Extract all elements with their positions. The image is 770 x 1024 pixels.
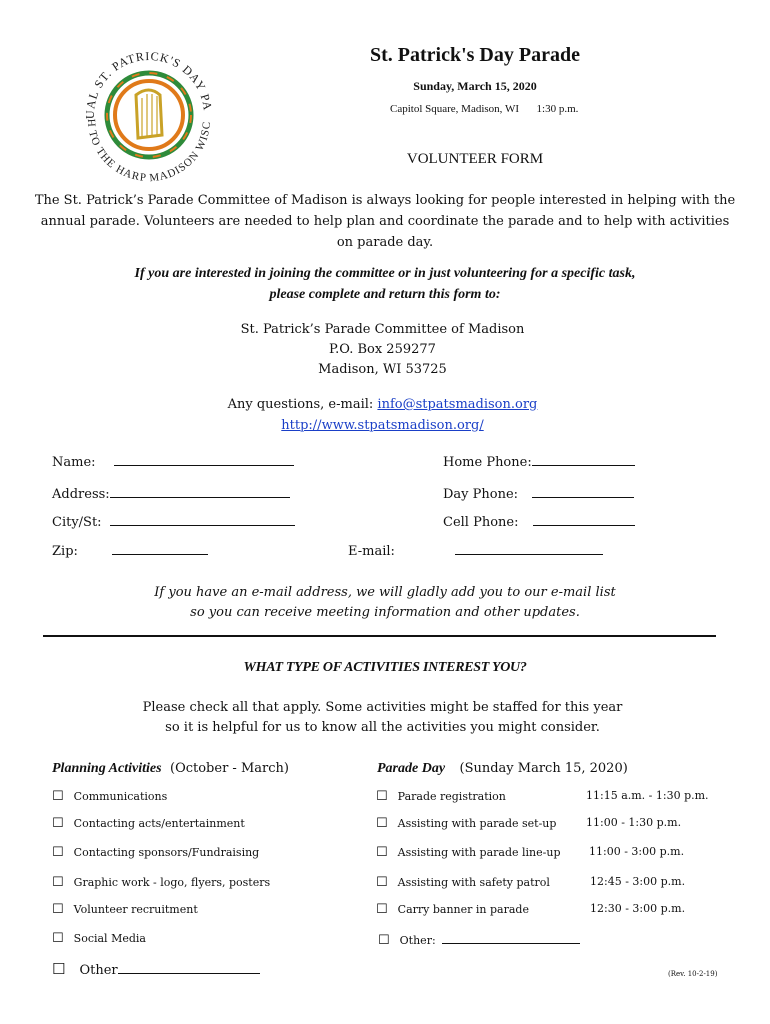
city-state-field[interactable] [52, 513, 295, 530]
address-field[interactable] [52, 485, 290, 502]
instruction-line: If you are interested in joining the committee or in just volunteering for a specific task, [134, 266, 636, 281]
option-time: 11:00 - 1:30 p.m. [586, 816, 682, 829]
parade-other-line[interactable] [442, 931, 580, 944]
event-title: St. Patrick's Day Parade [370, 44, 580, 66]
planning-option[interactable] [52, 902, 198, 917]
intro-line: annual parade. Volunteers are needed to help plan and coordinate the parade and to help with activities [40, 214, 730, 229]
day-phone-field[interactable] [443, 485, 634, 502]
planning-period: (October - March) [170, 761, 289, 776]
option-time: 11:15 a.m. - 1:30 p.m. [586, 789, 709, 802]
address-line: P.O. Box 259277 [329, 342, 436, 357]
event-time: 1:30 p.m. [536, 103, 579, 115]
email-note-line: If you have an e-mail address, we will gladly add you to our e-mail list [154, 585, 616, 600]
checkbox-icon[interactable]: ☐ [376, 845, 388, 860]
name-line[interactable] [114, 453, 294, 466]
city-state-line[interactable] [110, 513, 295, 526]
option-label: Volunteer recruitment [73, 903, 198, 916]
name-field[interactable] [52, 453, 294, 470]
intro-line: on parade day. [336, 235, 434, 250]
celtic-harp-logo-icon [74, 40, 224, 190]
zip-line[interactable] [112, 542, 208, 555]
planning-heading [52, 760, 289, 777]
planning-other-label: Other [79, 963, 118, 978]
activities-heading: WHAT TYPE OF ACTIVITIES INTEREST YOU? [243, 660, 527, 675]
parade-other-option[interactable] [378, 931, 580, 948]
event-location: Capitol Square, Madison, WI [390, 103, 520, 115]
questions-label: Any questions, e-mail: [227, 397, 374, 412]
revision-note: (Rev. 10-2-19) [668, 970, 718, 978]
option-label: Graphic work - logo, flyers, posters [73, 876, 271, 889]
home-phone-label: Home Phone: [443, 455, 532, 470]
checkbox-icon[interactable]: ☐ [52, 875, 64, 890]
parade-logo [74, 40, 224, 190]
address-line: St. Patrick’s Parade Committee of Madison [240, 322, 525, 337]
option-label: Contacting sponsors/Fundraising [73, 846, 260, 859]
parade-option[interactable] [376, 845, 716, 860]
planning-option[interactable] [52, 816, 245, 831]
instruction-line: please complete and return this form to: [269, 287, 501, 302]
planning-title: Planning Activities [52, 761, 162, 776]
cell-phone-label: Cell Phone: [443, 515, 519, 530]
address-line-input[interactable] [110, 485, 290, 498]
option-label: Assisting with safety patrol [397, 876, 550, 889]
option-label: Contacting acts/entertainment [73, 817, 245, 830]
event-date: Sunday, March 15, 2020 [413, 79, 537, 93]
checkbox-icon[interactable]: ☐ [52, 931, 64, 946]
checkbox-icon[interactable]: ☐ [376, 875, 388, 890]
parade-option[interactable] [376, 875, 716, 890]
planning-option[interactable] [52, 789, 167, 804]
checkbox-icon[interactable]: ☐ [52, 902, 64, 917]
parade-option[interactable] [376, 902, 716, 917]
email-note-line: so you can receive meeting information and other updates. [190, 605, 580, 620]
instruction [30, 263, 740, 305]
home-phone-field[interactable] [443, 453, 635, 470]
email-note [30, 583, 740, 623]
option-time: 12:45 - 3:00 p.m. [590, 875, 686, 888]
mailing-address [30, 320, 735, 380]
name-label: Name: [52, 455, 96, 470]
zip-label: Zip: [52, 544, 78, 559]
parade-option[interactable] [376, 816, 716, 831]
checkbox-icon[interactable]: ☐ [52, 816, 64, 831]
option-label: Assisting with parade line-up [397, 846, 561, 859]
parade-day-period: (Sunday March 15, 2020) [459, 761, 628, 776]
zip-field[interactable] [52, 542, 208, 559]
form-title: VOLUNTEER FORM [406, 151, 544, 167]
checkbox-icon[interactable]: ☐ [376, 902, 388, 917]
activities-intro [30, 698, 735, 738]
address-label: Address: [52, 487, 110, 502]
option-time: 11:00 - 3:00 p.m. [589, 845, 685, 858]
planning-other-option[interactable] [52, 960, 260, 978]
address-line: Madison, WI 53725 [318, 362, 447, 377]
city-state-label: City/St: [52, 515, 102, 530]
contact-info [30, 394, 735, 436]
option-time: 12:30 - 3:00 p.m. [590, 902, 686, 915]
email-link[interactable]: info@stpatsmadison.org [377, 397, 538, 412]
email-label: E-mail: [348, 544, 395, 559]
email-field[interactable] [348, 542, 603, 559]
checkbox-icon[interactable]: ☐ [52, 789, 64, 804]
planning-option[interactable] [52, 931, 146, 946]
checkbox-icon[interactable]: ☐ [52, 960, 66, 978]
planning-option[interactable] [52, 845, 259, 860]
activities-intro-line: Please check all that apply. Some activities might be staffed for this year [142, 700, 623, 715]
parade-day-heading [377, 760, 628, 777]
day-phone-label: Day Phone: [443, 487, 519, 502]
website-link[interactable]: http://www.stpatsmadison.org/ [281, 418, 484, 433]
parade-option[interactable] [376, 789, 716, 804]
section-divider [43, 635, 716, 637]
cell-phone-line[interactable] [533, 513, 635, 526]
home-phone-line[interactable] [532, 453, 635, 466]
option-label: Social Media [73, 932, 146, 945]
parade-other-label: Other: [399, 934, 436, 947]
intro-paragraph [30, 190, 740, 253]
option-label: Assisting with parade set-up [397, 817, 557, 830]
checkbox-icon[interactable]: ☐ [52, 845, 64, 860]
checkbox-icon[interactable]: ☐ [376, 789, 388, 804]
option-label: Communications [73, 790, 168, 803]
planning-option[interactable] [52, 875, 270, 890]
option-label: Parade registration [397, 790, 506, 803]
intro-line: The St. Patrick’s Parade Committee of Madison is always looking for people interested in helping with the [34, 193, 736, 208]
parade-day-title: Parade Day [377, 761, 446, 776]
checkbox-icon[interactable]: ☐ [376, 816, 388, 831]
option-label: Carry banner in parade [397, 903, 529, 916]
planning-other-line[interactable] [118, 961, 260, 974]
day-phone-line[interactable] [532, 485, 634, 498]
activities-intro-line: so it is helpful for us to know all the activities you might consider. [165, 720, 600, 735]
logo-top-text: UAL ST. PATRICK'S DAY PA [82, 48, 215, 120]
email-line[interactable] [455, 542, 603, 555]
cell-phone-field[interactable] [443, 513, 635, 530]
logo-bottom-text: H TO THE HARP MADISON WISC [84, 118, 214, 185]
checkbox-icon[interactable]: ☐ [378, 933, 390, 948]
